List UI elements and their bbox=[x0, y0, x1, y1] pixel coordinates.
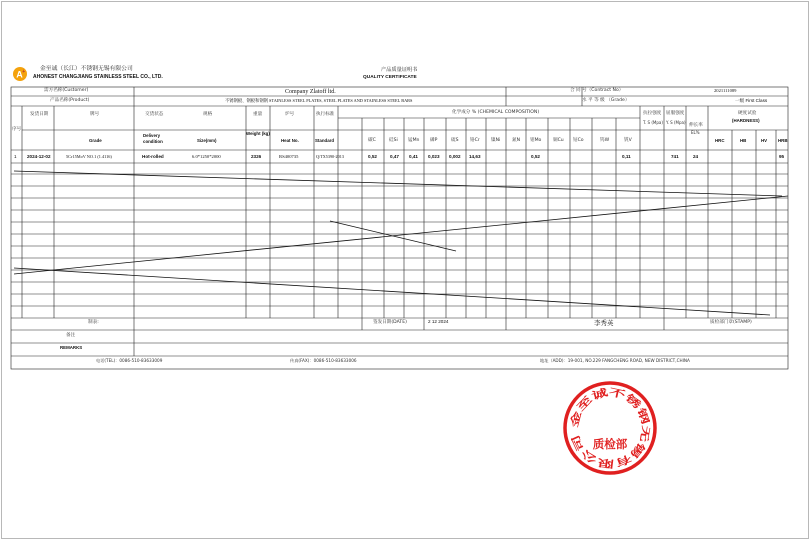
tensile-unit: T. S (Mpa) bbox=[643, 120, 663, 125]
yield-label: 屈服强度 bbox=[666, 111, 685, 116]
element-cr: 铬Cr bbox=[470, 138, 480, 143]
col-size-cn: 规格 bbox=[203, 112, 213, 117]
hardness-hrc: HRC bbox=[715, 138, 725, 143]
hardness-hb: HB bbox=[740, 138, 747, 143]
tensile-label: 抗拉强度 bbox=[643, 111, 662, 116]
element-co: 钴Co bbox=[573, 138, 584, 143]
hardness-hrb: HRB bbox=[778, 138, 788, 143]
row-el: 24 bbox=[693, 154, 699, 159]
element-mn: 锰Mn bbox=[408, 138, 420, 143]
document-title-en: QUALITY CERTIFICATE bbox=[363, 75, 417, 80]
customer-label: 需方名称(Customer) bbox=[44, 88, 89, 93]
row-mn: 0,41 bbox=[409, 154, 418, 159]
col-heat-cn: 炉号 bbox=[285, 112, 295, 117]
contract-value: 2021111089 bbox=[714, 88, 737, 93]
col-heat-en: Heat No. bbox=[281, 138, 299, 143]
signer-name: 李秀英 bbox=[594, 319, 614, 327]
element-w: 钨W bbox=[600, 138, 610, 143]
chem-composition-label: 化学成分 % (CHEMICAL COMPOSITION) bbox=[452, 110, 540, 115]
elongation-label: 伸长率 bbox=[689, 123, 703, 128]
svg-text:A: A bbox=[16, 69, 23, 80]
row-size: 6.0*1250*2000 bbox=[192, 154, 221, 159]
element-v: 钒V bbox=[624, 138, 632, 143]
col-grade-cn: 牌号 bbox=[90, 112, 100, 117]
row-hrb: 95 bbox=[779, 154, 785, 159]
stamp-label: 质检部门章(STAMP) bbox=[710, 320, 752, 325]
inspector-label: 制表: bbox=[88, 320, 99, 325]
element-c: 碳C bbox=[368, 138, 376, 143]
yield-unit: Y. S (Mpa) bbox=[666, 120, 686, 125]
element-si: 硅Si bbox=[389, 138, 398, 143]
col-delivery-en: Delivery condition bbox=[143, 133, 163, 144]
row-standard: Q/TX5390-2013 bbox=[316, 154, 344, 159]
company-name-en: AHONEST CHANGJIANG STAINLESS STEEL CO., LTD. bbox=[33, 74, 163, 80]
grade-label: 水 平 等 级 （Grade） bbox=[582, 98, 630, 103]
col-weight-en: Weight (kg) bbox=[246, 131, 270, 136]
row-v: 0,11 bbox=[622, 154, 631, 159]
row-si: 0,47 bbox=[390, 154, 399, 159]
col-no: 序号 bbox=[12, 127, 22, 132]
row-ts: 741 bbox=[671, 154, 679, 159]
customer-value: Company Zlatoff ltd. bbox=[285, 88, 336, 95]
row-no: 1 bbox=[14, 154, 17, 159]
contract-label: 合 同 号（Contract No） bbox=[570, 88, 624, 93]
stamp-ring-text: 金至诚不锈钢无锡有限公司 bbox=[569, 387, 651, 469]
inspection-department-stamp bbox=[562, 380, 658, 476]
grade-value: 一级 First Class bbox=[735, 98, 768, 103]
col-date: 发货日期 bbox=[30, 112, 49, 117]
col-grade-en: Grade bbox=[89, 138, 102, 143]
element-cu: 铜Cu bbox=[553, 138, 564, 143]
company-name-cn: 金至诚（长江）不锈钢无锡有限公司 bbox=[40, 66, 133, 72]
element-ni: 镍Ni bbox=[491, 138, 501, 143]
product-label: 产品名称(Product) bbox=[50, 98, 90, 103]
elongation-unit: EL% bbox=[691, 130, 700, 135]
product-value: 不锈钢板、钢板和钢钢 STAINLESS STEEL PLATES, STEEL PLATES AND STAINLESS STEEL BARS bbox=[225, 98, 413, 103]
col-standard-cn: 执行标准 bbox=[316, 112, 335, 117]
element-s: 硫S bbox=[451, 138, 459, 143]
row-date: 2024-12-02 bbox=[27, 154, 51, 159]
row-grade: 5Cr15MoV NO.1 (1.4116) bbox=[66, 154, 112, 159]
remarks-label-cn: 备注 bbox=[66, 333, 76, 338]
remarks-label-en: REMARKS bbox=[60, 345, 83, 350]
row-mo: 0,52 bbox=[531, 154, 540, 159]
row-weight: 2326 bbox=[251, 154, 262, 159]
fax: 传真(FAX)：0086-510-83633006 bbox=[290, 358, 357, 363]
element-n: 氮N bbox=[512, 138, 521, 143]
telephone: 电话(TEL)：0086-510-83633009 bbox=[96, 358, 163, 363]
svg-text:+: + bbox=[22, 69, 26, 75]
col-standard-en: Standard bbox=[315, 138, 335, 143]
stamp-center-text: 质检部 bbox=[592, 437, 628, 451]
issue-date-value: 2 12 2024 bbox=[428, 319, 449, 324]
issue-date-label: 签发日期(DATE) bbox=[373, 320, 407, 325]
hardness-label-en: (HARDNESS) bbox=[732, 118, 760, 123]
col-size-en: Size(mm) bbox=[197, 138, 217, 143]
hardness-hv: HV bbox=[761, 138, 768, 143]
row-delivery: Hot-rolled bbox=[142, 154, 164, 159]
document-title-cn: 产品质量证明书 bbox=[381, 67, 418, 73]
element-mo: 钼Mo bbox=[530, 138, 542, 143]
row-cr: 14,63 bbox=[469, 154, 481, 159]
col-weight-cn: 重量 bbox=[253, 112, 263, 117]
col-delivery-cn: 交货状态 bbox=[145, 112, 164, 117]
hardness-label: 硬度试验 bbox=[738, 111, 757, 116]
row-heat: RS400735 bbox=[279, 154, 299, 159]
row-p: 0,023 bbox=[428, 154, 440, 159]
address: 地址（ADD)：19-001, NO.229 FANGCHENG ROAD, NEW DISTRICT,CHINA bbox=[540, 358, 690, 363]
row-c: 0,52 bbox=[368, 154, 377, 159]
element-p: 磷P bbox=[430, 138, 438, 143]
row-s: 0,002 bbox=[449, 154, 461, 159]
